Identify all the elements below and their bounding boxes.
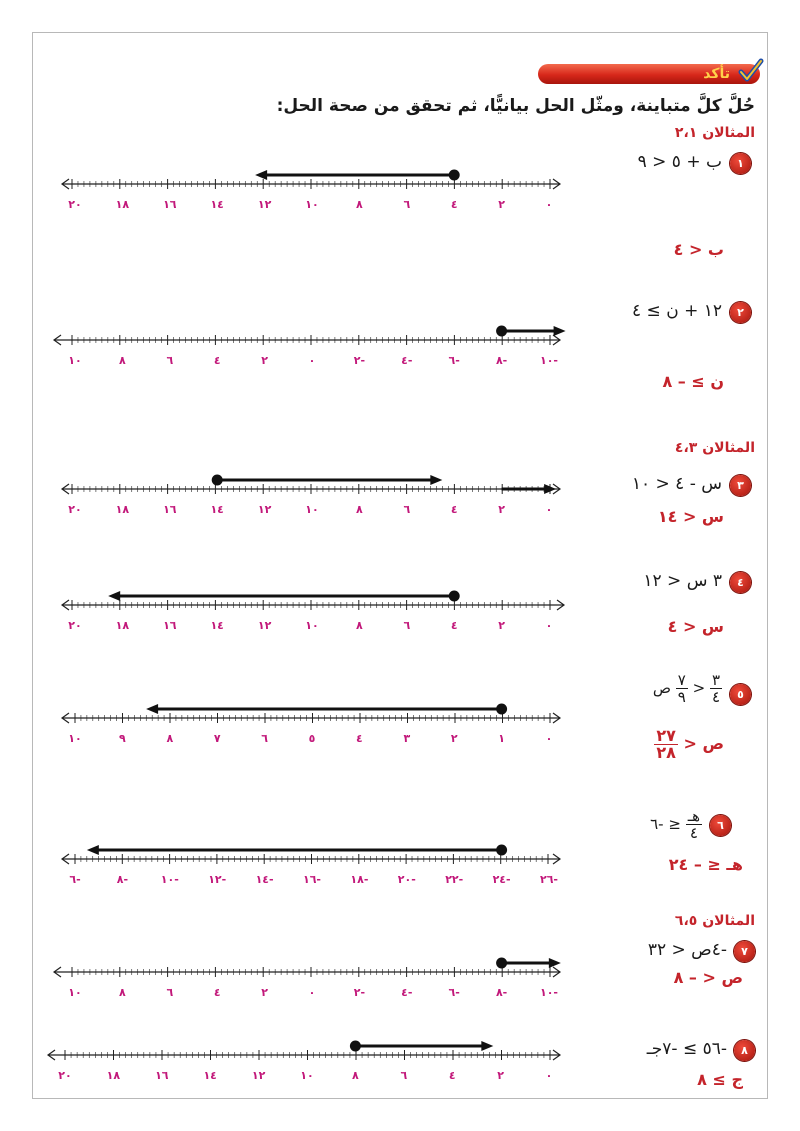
- tick-label: ٤: [450, 503, 458, 516]
- tick-label: ٠: [545, 198, 553, 211]
- problem-inequality: $\frac{\text{هـ}}{٤}$ ≤ -٦: [650, 807, 700, 842]
- tick-label: ٠: [545, 503, 553, 516]
- tick-label: -١٤: [255, 873, 274, 886]
- tick-label: ٠: [545, 619, 553, 632]
- endpoint-dot: [496, 958, 507, 969]
- tick-label: -١٠: [160, 873, 179, 886]
- tick-label: -١٢: [208, 873, 227, 886]
- fraction: $\frac{\text{هـ}}{٤}$: [687, 807, 700, 842]
- tick-label: ٢٠: [68, 198, 82, 211]
- problem-answer: ص < – ٨: [673, 968, 743, 987]
- problem-answer: س < ٤: [667, 617, 724, 636]
- section-heading-2: المثالان ٤،٣: [674, 440, 755, 456]
- tick-label: -٢٢: [445, 873, 464, 886]
- problem-inequality: -٥٦ ≥ -٧جـ: [646, 1039, 727, 1059]
- problem-answer: ج ≥ ٨: [697, 1070, 743, 1089]
- tick-label: -٢٠: [397, 873, 416, 886]
- tick-label: -٢٤: [492, 873, 511, 886]
- problem-number-badge: ٤: [730, 572, 751, 593]
- tick-label: ١٠: [300, 1069, 314, 1082]
- endpoint-dot: [496, 845, 507, 856]
- tick-label: ٦: [400, 1069, 408, 1082]
- fraction: $\frac{٧}{٩}$: [677, 671, 686, 706]
- tick-label: ٢٠: [68, 503, 82, 516]
- problem-number-badge: ٣: [730, 475, 751, 496]
- tick-label: -٦: [448, 354, 460, 367]
- tick-label: ٨: [356, 198, 363, 211]
- tick-label: ١٦: [155, 1069, 169, 1082]
- endpoint-dot: [212, 475, 223, 486]
- tick-label: ١٨: [115, 503, 130, 516]
- problem-number-badge: ٥: [730, 684, 751, 705]
- tick-label: ١٠: [68, 986, 82, 999]
- tick-label: ٢: [261, 986, 268, 999]
- tick-label: ٠: [545, 732, 553, 745]
- tick-label: ٠: [545, 1069, 553, 1082]
- tick-label: ١٨: [106, 1069, 121, 1082]
- tick-label: ١٤: [203, 1069, 217, 1082]
- problem-inequality: -٤ص < ٣٢: [647, 940, 727, 960]
- tick-label: ٢: [498, 619, 505, 632]
- tick-label: ٦: [166, 986, 174, 999]
- problem-number-badge: ٦: [710, 815, 731, 836]
- tick-label: ٤: [450, 619, 458, 632]
- tick-label: ٢: [498, 503, 505, 516]
- tick-label: ١٢: [257, 619, 272, 632]
- tick-label: ٦: [261, 732, 268, 745]
- problem-inequality: س - ٤ < ١٠: [631, 474, 722, 494]
- tick-label: ٤: [450, 198, 458, 211]
- endpoint-dot: [496, 326, 507, 337]
- tick-label: ٧: [213, 732, 221, 745]
- problem-answer: ص < $\frac{٢٧}{٢٨}$: [656, 726, 724, 762]
- tick-label: -٢: [353, 354, 366, 367]
- tick-label: ١٨: [115, 619, 130, 632]
- tick-label: ٢: [497, 1069, 504, 1082]
- tick-label: ١٤: [210, 503, 224, 516]
- tick-label: ٥: [308, 732, 316, 745]
- tick-label: ١٤: [210, 619, 224, 632]
- tick-label: -٦: [69, 873, 81, 886]
- tick-label: ١٢: [257, 198, 272, 211]
- section-heading-3: المثالان ٦،٥: [674, 913, 755, 929]
- tick-label: ٢: [450, 732, 458, 745]
- tick-label: ٠: [308, 354, 316, 367]
- tick-label: -٢٦: [539, 873, 559, 886]
- tick-label: ١٦: [163, 503, 177, 516]
- tick-label: ٨: [356, 503, 363, 516]
- banner-label: تأكد: [703, 66, 730, 82]
- tick-label: ١٠: [305, 503, 319, 516]
- tick-label: ١٢: [257, 503, 272, 516]
- tick-label: ٣: [403, 732, 411, 745]
- solution-arrowhead-icon: [554, 326, 566, 336]
- endpoint-dot: [350, 1041, 361, 1052]
- tick-label: ٦: [403, 198, 411, 211]
- problem-answer: ن ≥ – ٨: [662, 372, 724, 391]
- tick-label: -١٠: [539, 986, 559, 999]
- tick-label: ٠: [308, 986, 316, 999]
- problem-inequality: ١٢ + ن ≥ ٤: [632, 301, 722, 321]
- tick-label: ٤: [213, 986, 221, 999]
- tick-label: ٨: [356, 619, 363, 632]
- solution-arrowhead-icon: [108, 591, 120, 601]
- tick-label: -١٠: [539, 354, 559, 367]
- tick-label: -١٨: [350, 873, 369, 886]
- tick-label: ٤: [356, 732, 363, 745]
- tick-label: ١٨: [115, 198, 130, 211]
- problem-answer: س < ١٤: [657, 507, 724, 526]
- problem-answer: هـ ≤ – ٢٤: [668, 855, 743, 874]
- tick-label: ٦: [403, 619, 411, 632]
- problem-number-badge: ٧: [734, 941, 755, 962]
- endpoint-dot: [496, 704, 507, 715]
- tick-label: -٢: [353, 986, 366, 999]
- tick-label: ١: [498, 732, 505, 745]
- tick-label: ٨: [352, 1069, 359, 1082]
- problem-number-badge: ١: [730, 153, 751, 174]
- tick-label: ٦: [166, 354, 174, 367]
- tick-label: ١٦: [163, 619, 177, 632]
- tick-label: ٦: [403, 503, 411, 516]
- problem-inequality: ب + ٥ < ٩: [637, 152, 722, 172]
- solution-arrowhead-icon: [87, 845, 99, 855]
- section-heading-1: المثالان ٢،١: [674, 125, 755, 141]
- tick-label: ٨: [119, 986, 126, 999]
- tick-label: ٨: [166, 732, 174, 745]
- endpoint-dot: [449, 591, 460, 602]
- tick-label: -٨: [495, 354, 508, 367]
- tick-label: ٢٠: [68, 619, 82, 632]
- problem-inequality: ٣ س < ١٢: [643, 571, 722, 591]
- tick-label: ١٤: [210, 198, 224, 211]
- tick-label: ٤: [213, 354, 221, 367]
- problem-number-badge: ٢: [730, 302, 751, 323]
- tick-label: ١٠: [68, 732, 82, 745]
- tick-label: ١٠: [68, 354, 82, 367]
- tick-label: ١٠: [305, 198, 319, 211]
- tick-label: -١٦: [302, 873, 322, 886]
- instruction-text: حُلَّ كلَّ متباينة، ومثّل الحل بيانيًّا، ثم تحقق من صحة الحل:: [276, 96, 755, 116]
- endpoint-dot: [449, 170, 460, 181]
- tick-label: -٨: [495, 986, 508, 999]
- tick-label: -٤: [401, 354, 413, 367]
- tick-label: ١٦: [163, 198, 177, 211]
- tick-label: ٢: [261, 354, 268, 367]
- fraction: $\frac{٣}{٤}$: [711, 671, 720, 706]
- solution-arrowhead-icon: [481, 1041, 493, 1051]
- tick-label: ٤: [448, 1069, 456, 1082]
- solution-arrowhead-icon: [430, 475, 442, 485]
- tick-label: -٤: [401, 986, 413, 999]
- solution-arrowhead-icon: [146, 704, 158, 714]
- tick-label: ٨: [119, 354, 126, 367]
- solution-arrowhead-icon: [549, 958, 561, 968]
- problem-number-badge: ٨: [734, 1040, 755, 1061]
- tick-label: ٢٠: [58, 1069, 72, 1082]
- problem-inequality: $\frac{٣}{٤}$ < $\frac{٧}{٩}$ ص: [652, 671, 720, 706]
- tick-label: ٩: [119, 732, 126, 745]
- tick-label: ١٠: [305, 619, 319, 632]
- problem-answer: ب < ٤: [673, 240, 724, 259]
- tick-label: ١٢: [251, 1069, 266, 1082]
- tick-label: -٦: [448, 986, 460, 999]
- solution-arrowhead-icon: [255, 170, 267, 180]
- tick-label: ٢: [498, 198, 505, 211]
- fraction: $\frac{٢٧}{٢٨}$: [656, 726, 676, 762]
- tick-label: -٨: [116, 873, 129, 886]
